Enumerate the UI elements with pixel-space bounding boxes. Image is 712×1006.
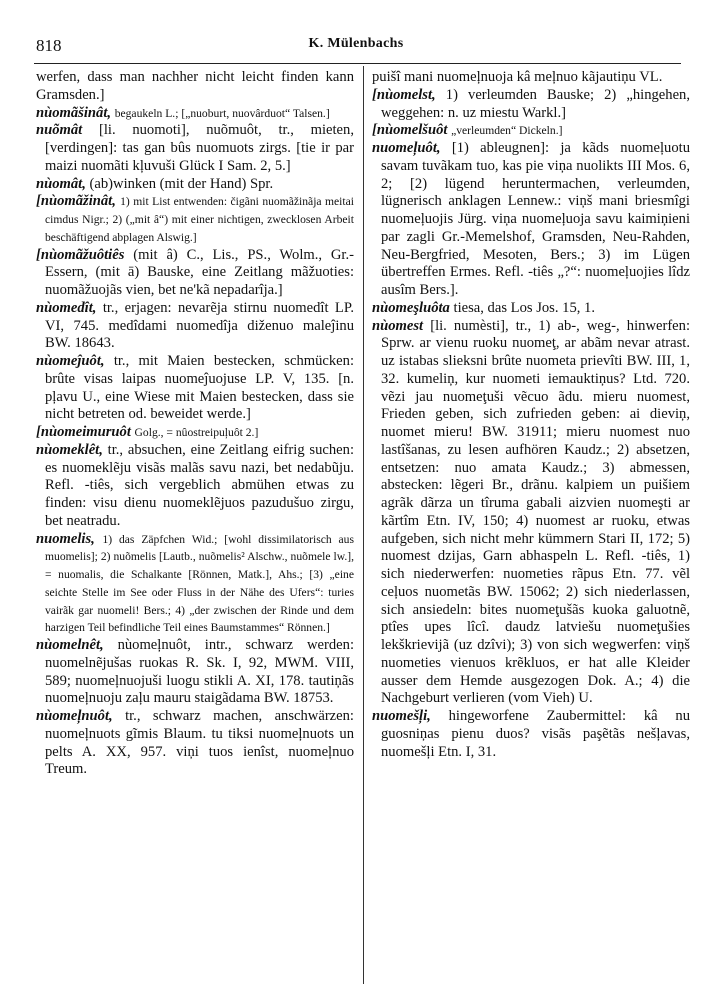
entry-continuation: puišî mani nuomeļnuoja kâ meļnuo kãjautiņu VL.	[372, 69, 663, 85]
entry-body: 1) verleumden Bauske; 2) „hingehen, weggehen: n. uz miestu Warkl.]	[381, 86, 690, 121]
headword: nùomeşluôta	[372, 299, 450, 316]
headword: nùomest	[372, 317, 424, 334]
dictionary-entry	[372, 300, 690, 318]
headword: nuomeļuôt,	[372, 140, 441, 156]
headword: [nùomeimuruôt	[36, 424, 131, 440]
headword: [nùomelst,	[372, 86, 436, 103]
headword: [nùomãžinât,	[36, 193, 116, 210]
dictionary-entry	[372, 140, 690, 300]
headword: [nùomãžuôtiês	[36, 246, 125, 263]
dictionary-entry	[372, 318, 690, 709]
entry-body: tr., mit Maien bestecken, schmücken: brûte visas laipas nuomeĵuojuse LP. V, 135. [n. pļavu U., eine Wiese mit Maien bestecken, dass sie nicht betreten od. beweidet werde.]	[45, 353, 354, 423]
headword: nuomelis,	[36, 530, 95, 547]
entry-body: nùomeļnuôt, intr., schwarz werden: nuomelnẽjušas ruokas R. Sk. I, 92, MWM. VIII, 589; nuomeļnuojuši luogu stikli A. XI, 178. tautiņãs nuomeļnuoju zaļu mauru staigãdama BW. 18753.	[45, 637, 354, 707]
column-divider	[363, 66, 364, 984]
entry-body: „verleumden“ Dickeln.]	[451, 124, 563, 138]
dictionary-entry	[36, 424, 354, 442]
dictionary-entry	[36, 300, 354, 353]
entry-body: tr., erjagen: nevarẽja stirnu nuomedît LP. VI, 745. medîdami nuomedîja diženuo maleĵinu BW. 18643.	[45, 299, 354, 352]
dictionary-entry	[36, 69, 354, 105]
dictionary-entry	[36, 176, 354, 194]
entry-body: begaukeln L.; [„nuoburt, nuovârduot“ Talsen.]	[114, 106, 330, 120]
entry-body: 1) das Zäpfchen Wid.; [wohl dissimilatorisch aus muomelis]; 2) nuõmelis [Lautb., nuõmelis² Alschw., nuõmele lw.], = nuomalis, die Schalkante [Rönnen, Matk.], Ahs.; [3) „eine seichte Stelle im See oder Fluss in der Nähe des Ufers“: turies vairãk gar nuomeli! Bers.; 4) „der zwischen der Rinde und dem harzigen Teil befindliche Teil eines Baumstammes“ Rönnen.]	[45, 532, 354, 635]
entry-body: tr., schwarz machen, anschwärzen: nuomeļnuots gĩmis Blaum. tu tiksi nuomeļnuots un pelts A. XX, 957. viņi tuos ienîst, nuomeļnuo Treum.	[45, 708, 354, 778]
entry-body: 1) mit List entwenden: čigãni nuomãžinãja meitai cimdus Nigr.; 2) („mit â“) mit einer nichtigen, zwecklosen Arbeit beschäftigend abplagen Alswig.]	[45, 195, 354, 244]
headword: nùomât,	[36, 175, 86, 192]
entry-body: [li. nuomoti], nuõmuôt, tr., mieten, [verdingen]: tas gan bûs nuomuots zirgs. [tie ir par maizi nuomãti kļuvuši Glück I Sam. 2, 5.]	[45, 122, 354, 174]
headword: nuomešļi,	[372, 708, 431, 724]
page-number: 818	[36, 36, 62, 55]
entry-body: tr., absuchen, eine Zeitlang eifrig suchen: es nuomeklẽju visãs malãs savu nazi, bet nedabũju. Refl. -tiês, sich vergeblich abmühen etwas zu finden: visu dienu nuomeklẽjuos pazudušuo zirgu, bet neatradu.	[45, 441, 354, 529]
dictionary-entry	[36, 708, 354, 779]
dictionary-entry	[36, 637, 354, 708]
headword: nùomãšinât,	[36, 104, 112, 121]
dictionary-entry	[36, 442, 354, 531]
entry-body: [1) ableugnen]: ja kãds nuomeļuotu savam tuvãkam tuo, kas pie viņa nuolikts III Mos. 6, 2; [2) lügend heruntermachen, verleumden, lügnerisch anklagen Lennew.: viņš mani briesmîgi nuomeļuojis Jürg. viņa nuomeļuoja savu kaimiņieni par zagli Gr.-Memelshof, Gramsden, Neu-Rahden, Neu-Bergfried, Mesoten, Bers.; 3) im Lügen übertreffen Ermes. Refl. -tiês „?“: nuomeļuojies lîdz ausîm Bers.].	[381, 140, 690, 298]
headword: [nùomelšuôt	[372, 122, 448, 139]
entry-continuation: werfen, dass man nachher nicht leicht finden kann Gramsden.]	[36, 69, 354, 103]
entry-body: tiesa, das Los Jos. 15, 1.	[453, 299, 595, 316]
dictionary-entry	[36, 105, 354, 123]
headword: nùomedît,	[36, 299, 97, 316]
dictionary-entry	[372, 69, 690, 87]
dictionary-entry	[372, 122, 690, 140]
dictionary-entry	[372, 708, 690, 761]
running-head: K. Mülenbachs	[308, 36, 404, 51]
entry-body: (mit â) C., Lis., PS., Wolm., Gr.-Essern, (mit ā) Bauske, eine Zeitlang mãžuoties: nuomãžuojãs vien, bet ne'kã nepadarîja.]	[45, 246, 354, 298]
dictionary-entry	[36, 353, 354, 424]
dictionary-entry	[36, 531, 354, 638]
entry-body: hingeworfene Zaubermittel: kâ nu guosniņas pienu duos? visãs paşẽtãs nešļavas, nuomešļi Etn. I, 31.	[381, 708, 690, 760]
entry-body: [li. numèsti], tr., 1) ab-, weg-, hinwerfen: Sprw. ar vienu ruoku nuomeţ, ar abãm nevar atrast. uz istabas slieksni brûte nuometa prievîti BW. III, 1, 32. kumeliņ, kur nuometi iemauktiņus? Ltd. 720. vẽzi jau nuomeţuši vẽcuo ãdu. mieru nuomest, Frieden geben, sich zufrieden geben: ai dieviņ, nuomet mieru! BW. 31911; mieru nuomest nuo lastîšanas, zu lesen aufhören Kaudz.; 2) absetzen, entsetzen: nuo amata Kaudz.; 3) abmessen, abstecken: lẽgeri Br., drãnu. kalpiem un puišiem agrãk dãrza un tîruma gabali aizvien nuomeşti ar kãrtîm Etn. IV, 150; 4) nuomest ar ruoku, etwas aufgeben, sich nicht mehr kümmern Stari II, 172; 5) nuomest dzijas, Garn abhaspeln L. Refl. -tiês, 1) sich niederwerfen: nuometies rãpus Etn. 77. vẽl ceļuos nuometãs BW. 15062; 2) sich niederlassen, sich ansiedeln: bites nuomeţušãs kuoka galuotnẽ, ptîes upes lîcî. daudz latviešu nuomeţušies lekškrievijã (uz dzîvi); 3) von sich wegwerfen: viņš nuometies vienuos krẽkluos, er hat alle Kleider ausser dem Hemde ausgezogen Dok. A.; 4) die Nachgeburt verlieren (vom Vieh) U.	[381, 317, 690, 707]
headword: nùomeļnuôt,	[36, 708, 113, 724]
dictionary-entry	[372, 87, 690, 123]
headword: nùomelnêt,	[36, 637, 104, 653]
dictionary-entry	[36, 247, 354, 300]
left-column	[36, 69, 354, 994]
entry-body: Golg., = nûostreipuļuôt 2.]	[134, 426, 259, 439]
right-column	[372, 69, 690, 994]
headword: nùomeĵuôt,	[36, 353, 105, 369]
headword: nuõmât	[36, 122, 83, 139]
header-rule	[34, 63, 681, 64]
headword: nùomeklêt,	[36, 441, 103, 458]
entry-body: (ab)winken (mit der Hand) Spr.	[89, 175, 274, 192]
dictionary-entry	[36, 122, 354, 175]
dictionary-entry	[36, 193, 354, 246]
